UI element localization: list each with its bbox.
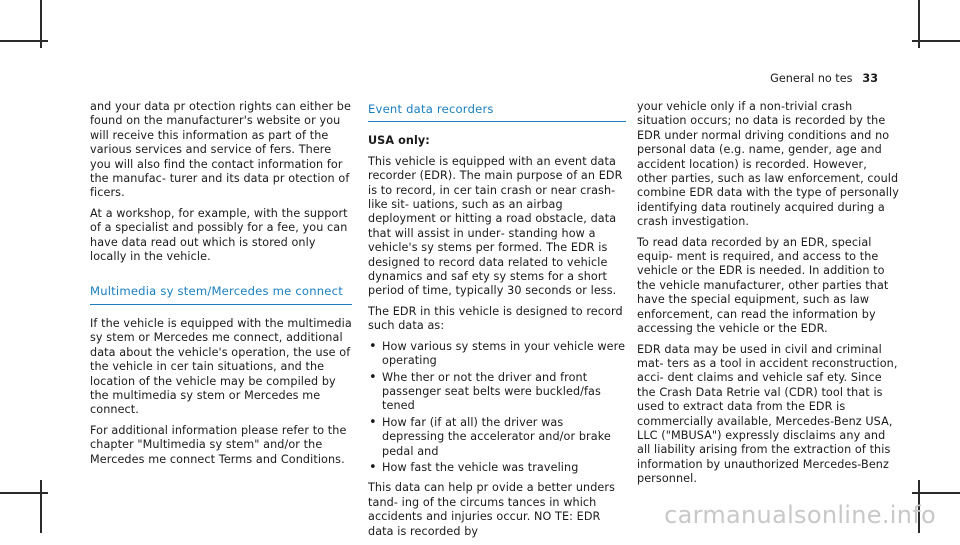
crop-mark	[912, 492, 960, 494]
watermark: carmanualsonline.info	[664, 501, 936, 529]
paragraph: At a workshop, for example, with the support of a specialist and possibly for a fee, you can have data read out which is stored only locally in the vehicle.	[90, 206, 348, 264]
paragraph: your vehicle only if a non-trivial crash situation occurs; no data is recorded by the EDR under normal driving conditions and no personal data (e.g. name, gender, age and accident location) is recorded. However, other parties, such as law enforcement, could combine EDR data with the type of personally identifying data routinely acquired during a crash investigation.	[637, 100, 899, 229]
paragraph: To read data recorded by an EDR, special equip‐ ment is required, and access to the vehicle or the EDR is needed. In addition to the vehicle manufacturer, other parties that have the special equipment, such as law enforcement, can read the information by accessing the vehicle or the EDR.	[637, 235, 889, 336]
column-left	[90, 100, 352, 473]
section-heading-multimedia: Multimedia sy stem/Mercedes me connect	[90, 284, 352, 304]
crop-mark	[40, 480, 42, 533]
crop-mark	[0, 492, 48, 494]
usa-only-label: USA only:	[368, 134, 430, 148]
paragraph: and your data pr otection rights can either be found on the manufacturer's website or you will receive this information as part of the various services and service of fers. There you will also find the contact information for the manufac‐ turer and its data pr otection of ficers.	[90, 100, 351, 200]
paragraph: This vehicle is equipped with an event data recorder (EDR). The main purpose of an EDR is to record, in cer tain crash or near crash-like sit‐ uations, such as an airbag deployment or hitting a road obstacle, data that will assist in under‐ standing how a vehicle's sy stems per formed. The EDR is designed to record data related to vehicle dynamics and saf ety sy stems for a short period of time, typically 30 seconds or less.	[368, 154, 623, 298]
list-item: • How far (if at all) the driver was depressing the accelerator and/or brake pedal and	[368, 416, 626, 459]
list-item: • Whe ther or not the driver and front passenger seat belts were buckled/fas tened	[368, 371, 626, 414]
list-item: • How various sy stems in your vehicle were operating	[368, 340, 626, 369]
crop-mark	[912, 40, 960, 42]
column-middle	[368, 102, 626, 545]
paragraph: For additional information please refer to the chapter "Multimedia sy stem" and/or the Mercedes me connect Terms and Conditions.	[90, 423, 347, 466]
list-item: • How fast the vehicle was traveling	[368, 461, 626, 475]
paragraph: EDR data may be used in civil and criminal mat‐ ters as a tool in accident reconstruction, acci‐ dent claims and vehicle saf ety. Since the Crash Data Retrie val (CDR) tool that is used to extract data from the EDR is commercially available, Mercedes-Benz USA, LLC ("MBUSA") expressly disclaims any and all liability arising from the extraction of this information by unauthorized Mercedes-Benz personnel.	[637, 342, 898, 486]
page-header	[770, 72, 878, 85]
bullet-list	[368, 340, 626, 476]
paragraph: The EDR in this vehicle is designed to record such data as:	[368, 304, 623, 333]
section-heading-event-data-recorders: Event data recorders	[368, 102, 626, 122]
page-number: 33	[862, 72, 878, 85]
paragraph: This data can help pr ovide a better unders tand‐ ing of the circums tances in which accidents and injuries occur. NO TE: EDR data is recorded by	[368, 481, 616, 538]
crop-mark	[0, 40, 48, 42]
section-title: General no tes	[770, 72, 853, 85]
paragraph: If the vehicle is equipped with the multimedia sy stem or Mercedes me connect, additional data about the vehicle's operation, the use of the vehicle in cer tain situations, and the location of the vehicle may be compiled by the multimedia sy stem or Mercedes me connect.	[90, 316, 352, 417]
column-right	[637, 100, 899, 493]
